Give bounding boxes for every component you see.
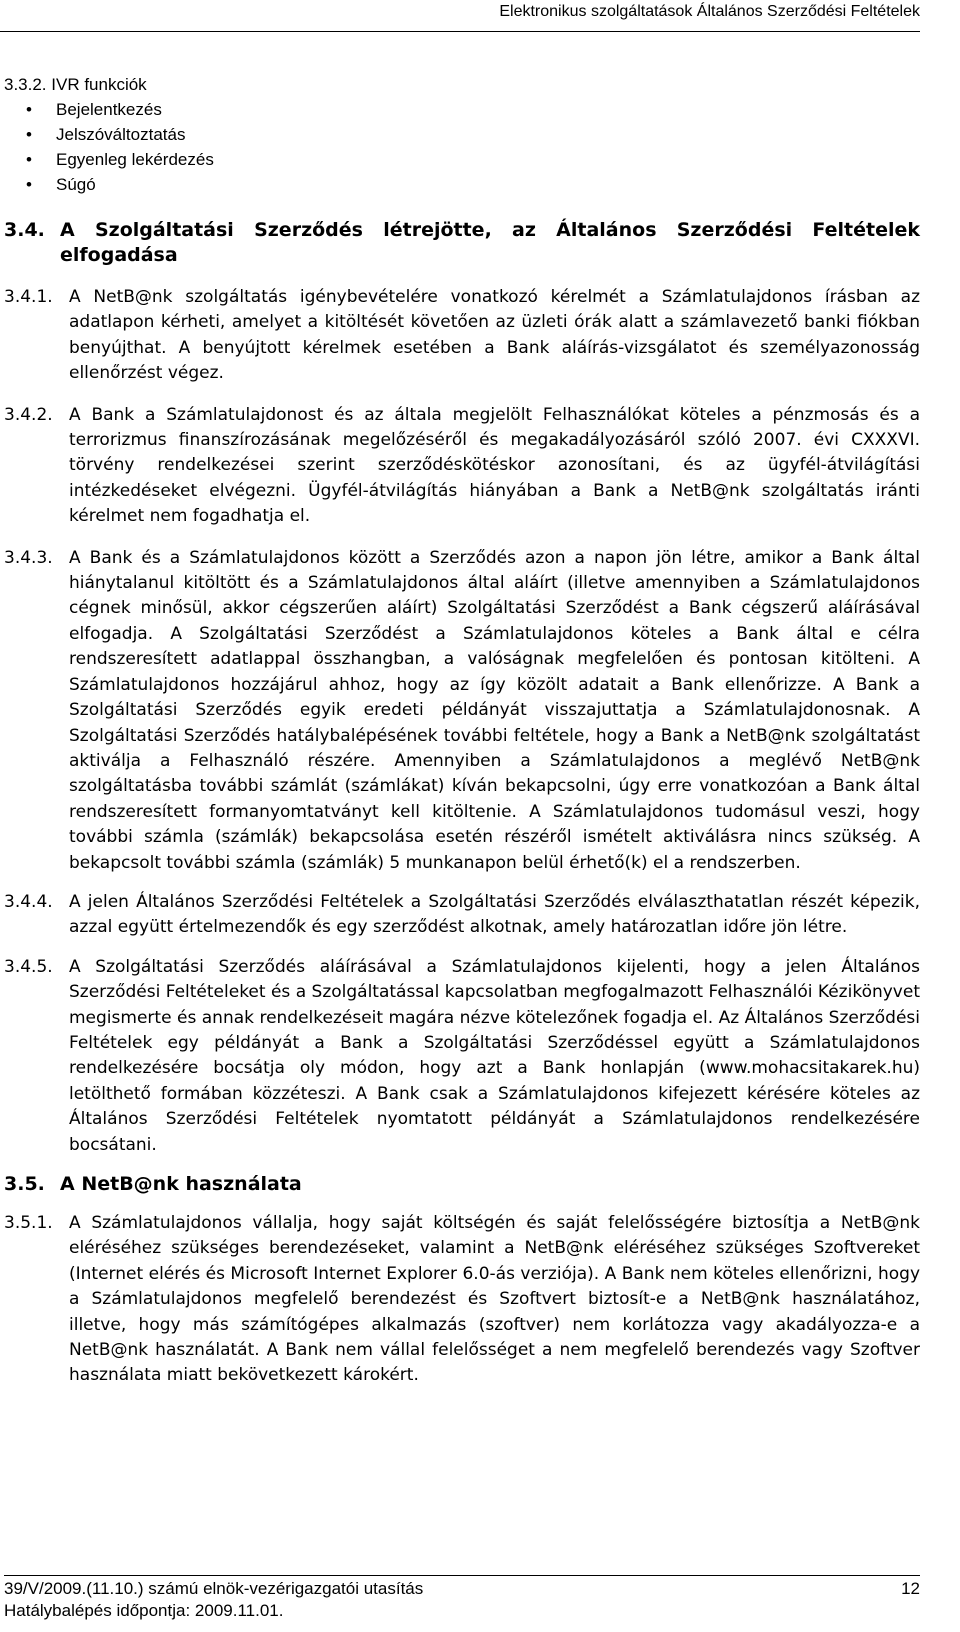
paragraph-text: A Számlatulajdonos vállalja, hogy saját költségén és saját felelősségére biztosítja a NetB@nk eléréséhez szükséges berendezéseket, valamint a NetB@nk eléréséhez szükséges Szoftvereket (Internet elérés és Microsoft Internet Explorer 6.0-ás verziója). A Bank nem köteles ellenőrizni, hogy a Számlatulajdonos megfelelő berendezést és Szoftvert biztosít-e a NetB@nk használatához, illetve, hogy más számítógépes alkalmazás (szoftver) nem korlátozza vagy akadályozza-e a NetB@nk használatát. A Bank nem vállal felelősséget a nem megfelelő berendezés vagy Szoftver használata miatt bekövetkezett károkért.: [69, 1213, 920, 1386]
page-header: Elektronikus szolgáltatások Általános Szerződési Feltételek: [499, 3, 920, 20]
paragraph-3-4-3: [4, 546, 920, 876]
header-rule: [0, 31, 920, 32]
paragraph-3-4-2: [4, 403, 920, 530]
paragraph-text: A NetB@nk szolgáltatás igénybevételére vonatkozó kérelmét a Számlatulajdonos írásban az adatlapon kérheti, amelyet a kitöltését követően az üzleti órák alatt a számlavezető banki fiókban benyújthat. A benyújtott kérelmek esetében a Bank aláírás-vizsgálatot és személyazonosság ellenőrzést végez.: [69, 287, 920, 384]
paragraph-number: 3.4.1.: [4, 287, 53, 307]
paragraph-text: A jelen Általános Szerződési Feltételek a Szolgáltatási Szerződés elválaszthatatlan részét képezik, azzal együtt értelmezendők és egy szerződést alkotnak, amely határozatlan időre jön létre.: [69, 891, 920, 938]
page-footer: [4, 1578, 920, 1622]
footer-regulation: 39/V/2009.(11.10.) számú elnök-vezérigazgatói utasítás: [4, 1579, 424, 1598]
list-item: • Bejelentkezés: [56, 97, 920, 122]
paragraph-3-5-1: [4, 1211, 920, 1389]
list-item: • Egyenleg lekérdezés: [56, 147, 920, 172]
list-item: • Jelszóváltoztatás: [56, 122, 920, 147]
section-heading-3-5: [4, 1172, 920, 1197]
ivr-function-list: [4, 97, 920, 197]
paragraph-3-4-1: [4, 285, 920, 387]
page-content: [4, 72, 920, 1389]
list-item: • Súgó: [56, 172, 920, 197]
section-number: 3.4.: [4, 219, 45, 241]
paragraph-number: 3.4.4.: [4, 891, 53, 912]
section-title: A Szolgáltatási Szerződés létrejötte, az Általános Szerződési Feltételek elfogadása: [60, 219, 920, 266]
paragraph-number: 3.4.2.: [4, 404, 53, 425]
paragraph-number: 3.4.5.: [4, 956, 53, 977]
paragraph-3-4-5: [4, 955, 920, 1158]
section-number: 3.5.: [4, 1173, 45, 1195]
footer-rule: [4, 1575, 920, 1576]
paragraph-text: A Bank a Számlatulajdonost és az általa megjelölt Felhasználókat köteles a pénzmosás és a terrorizmus finanszírozásának megelőzéséről és megakadályozásáról szóló 2007. évi CXXXVI. törvény rendelkezései szerint szerződéskötéskor azonosítani, és az ügyfél-átvilágítási intézkedéseket elvégezni. Ügyfél-átvilágítás hiányában a Bank a NetB@nk szolgáltatás iránti kérelmet nem fogadhatja el.: [69, 404, 920, 527]
page-number: 12: [901, 1579, 920, 1598]
paragraph-number: 3.5.1.: [4, 1213, 53, 1233]
section-title: A NetB@nk használata: [60, 1173, 302, 1195]
paragraph-text: A Szolgáltatási Szerződés aláírásával a Számlatulajdonos kijelenti, hogy a jelen Általános Szerződési Feltételeket és a Szolgáltatással kapcsolatban megfogalmazott Felhasználói Kézikönyvet megismerte és annak rendelkezéseit magára nézve kötelezőnek fogadja el. Az Általános Szerződési Feltételek egy példányát a Bank a Szolgáltatási Szerződéssel együtt a Számlatulajdonos rendelkezésére bocsátja oly módon, hogy azt a Bank honlapján (www.mohacsitakarek.hu) letölthető formában közzéteszi. A Bank csak a Számlatulajdonos kifejezett kérésére köteles az Általános Szerződési Feltételek nyomtatott példányát a Számlatulajdonos rendelkezésére bocsátani.: [69, 956, 920, 1155]
section-heading-3-4: [4, 218, 920, 268]
paragraph-3-4-4: [4, 890, 920, 941]
paragraph-text: A Bank és a Számlatulajdonos között a Szerződés azon a napon jön létre, amikor a Bank által hiánytalanul kitöltött és a Számlatulajdonos által aláírt (illetve amennyiben a Számlatulajdonos cégnek minősül, akkor cégszerűen aláírt) Szolgáltatási Szerződést a Bank cégszerű aláírásával elfogadja. A Szolgáltatási Szerződést a Számlatulajdonos köteles a Bank által e célra rendszeresített adatlappal összhangban, a valóságnak megfelelően és pontosan kitölteni. A Számlatulajdonos hozzájárul ahhoz, hogy az így közölt adatait a Bank ellenőrizze. A Bank a Szolgáltatási Szerződés egyik eredeti példányát visszajuttatja a Számlatulajdonosnak. A Szolgáltatási Szerződés hatálybalépésének további feltétele, hogy a Bank a NetB@nk szolgáltatást aktiválja a Felhasználó részére. Amennyiben a Számlatulajdonos a meglévő NetB@nk szolgáltatásba további számlát (számlákat) kíván bekapcsolni, úgy erre vonatkozóan a Bank által rendszeresített formanyomtatványt kell kitöltenie. A Számlatulajdonos tudomásul veszi, hogy további számla (számlák) bekapcsolása esetén részéről ismételt aktiválásra nincs szükség. A bekapcsolt további számla (számlák) 5 munkanapon belül érhető(k) el a rendszerben.: [69, 547, 920, 873]
subsection-heading-3-3-2: 3.3.2. IVR funkciók: [4, 75, 147, 94]
paragraph-number: 3.4.3.: [4, 547, 53, 568]
footer-effective-date: Hatálybalépés időpontja: 2009.11.01.: [4, 1601, 284, 1620]
